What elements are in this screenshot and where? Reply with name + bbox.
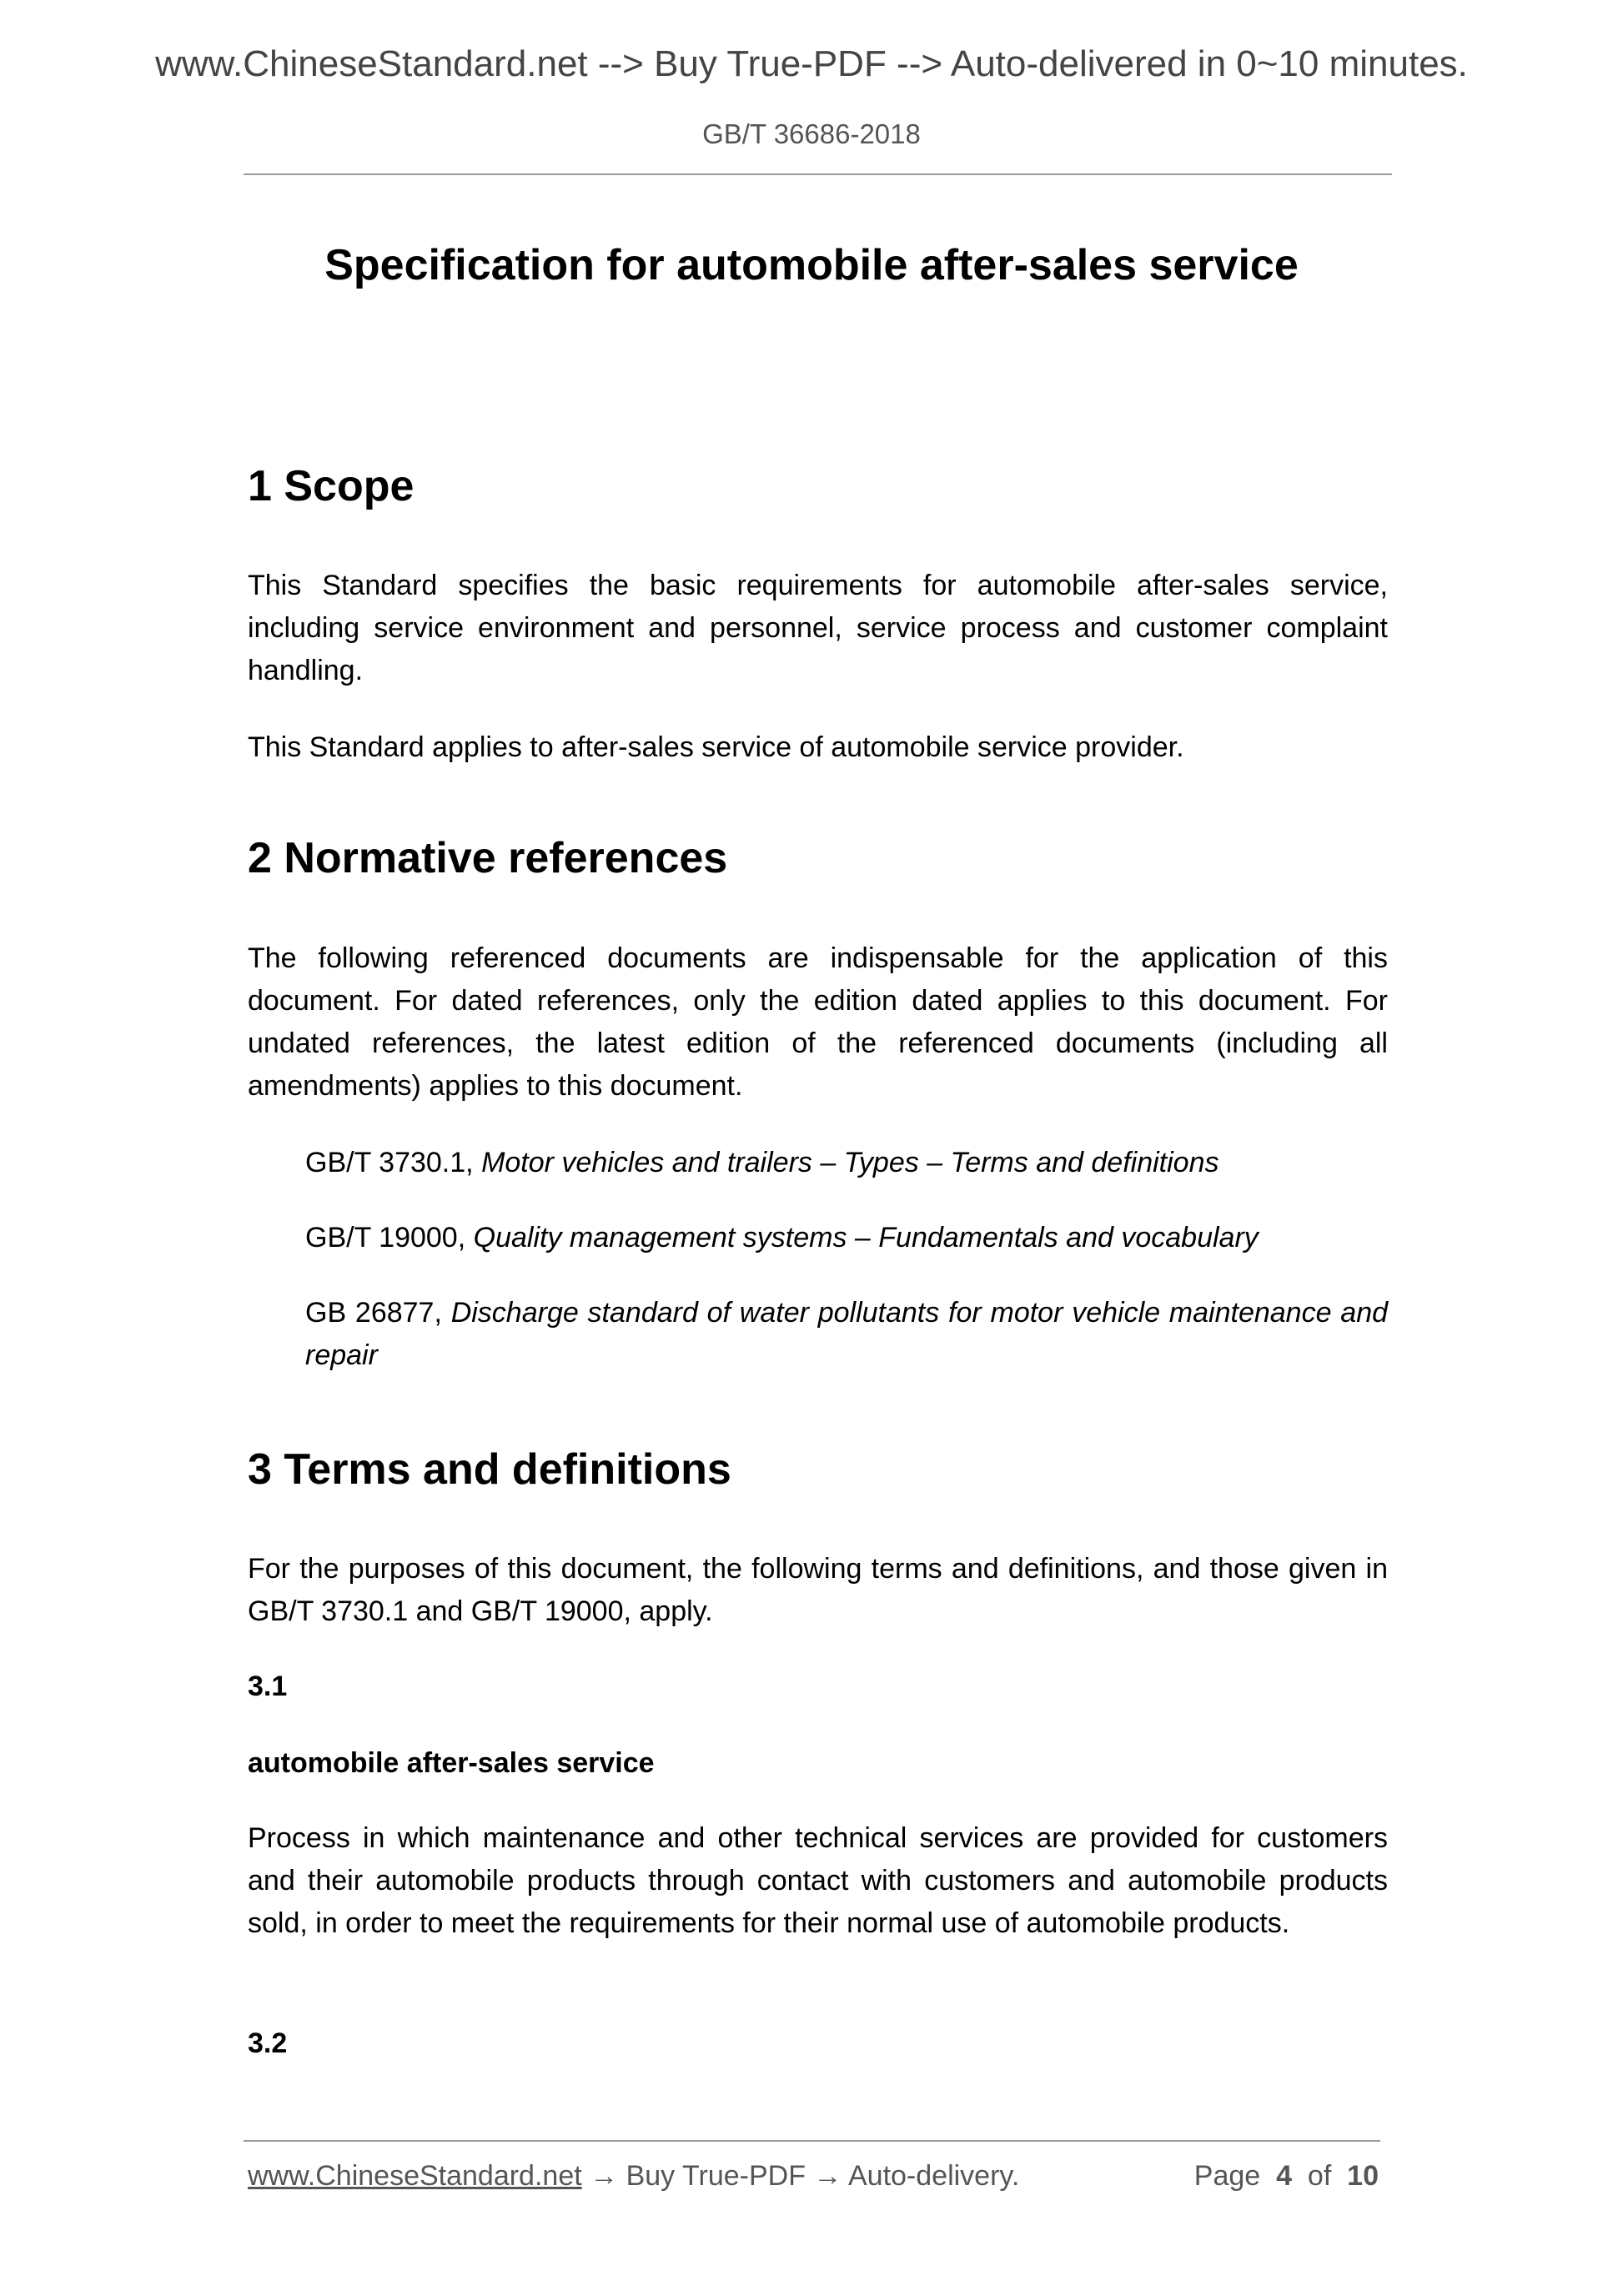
page-number: 4 — [1276, 2160, 1292, 2192]
page-label: Page — [1193, 2160, 1261, 2192]
page-indicator — [1194, 2160, 1379, 2193]
section-heading-normative: 2 Normative references — [248, 834, 728, 882]
normative-paragraph: The following referenced documents are indispensable for the application of this document. For dated references, only the edition dated applies to this document. For undated references, the latest edition of the referenced documents (including all amendments) applies to this document. — [248, 942, 1388, 1102]
header-divider — [244, 173, 1392, 175]
reference-title: Motor vehicles and trailers – Types – Terms and definitions — [481, 1147, 1219, 1178]
reference-code: GB/T 19000, — [305, 1222, 466, 1254]
of-label: of — [1307, 2160, 1332, 2192]
term-definition: Process in which maintenance and other technical services are provided for customers and their automobile products through contact with customers and automobile products sold, in order to meet the requirements for their normal use of automobile products. — [248, 1822, 1388, 1939]
header-banner: www.ChineseStandard.net --> Buy True-PDF --> Auto-delivered in 0~10 minutes. — [155, 43, 1468, 84]
footer-promo — [248, 2160, 1019, 2193]
reference-title: Discharge standard of water pollutants for motor vehicle maintenance and repair — [305, 1297, 1389, 1371]
reference-code: GB 26877, — [305, 1297, 442, 1329]
reference-item — [305, 1142, 1388, 1184]
term-name: automobile after-sales service — [248, 1747, 655, 1779]
terms-paragraph: For the purposes of this document, the following terms and definitions, and those given in GB/T 3730.1 and GB/T 19000, apply. — [248, 1553, 1388, 1627]
term-number: 3.2 — [248, 2027, 288, 2059]
page-total: 10 — [1347, 2160, 1379, 2192]
footer-text: → Buy True-PDF → Auto-delivery. — [581, 2160, 1020, 2192]
footer-link[interactable]: www.ChineseStandard.net — [248, 2160, 582, 2192]
footer — [248, 2160, 1379, 2193]
reference-item — [305, 1292, 1388, 1377]
page-title: Specification for automobile after-sales service — [324, 241, 1299, 289]
reference-item — [305, 1217, 1388, 1259]
section-heading-scope: 1 Scope — [248, 462, 415, 510]
term-number: 3.1 — [248, 1671, 288, 1702]
scope-paragraph-1: This Standard specifies the basic requirements for automobile after-sales service, including service environment and personnel, service process and customer complaint handling. — [248, 570, 1388, 686]
section-heading-terms: 3 Terms and definitions — [248, 1445, 731, 1494]
scope-paragraph-2: This Standard applies to after-sales service of automobile service provider. — [248, 731, 1184, 763]
reference-code: GB/T 3730.1, — [305, 1147, 474, 1178]
document-code: GB/T 36686-2018 — [702, 118, 921, 149]
reference-title: Quality management systems – Fundamentals and vocabulary — [473, 1222, 1259, 1254]
footer-divider — [244, 2140, 1380, 2142]
